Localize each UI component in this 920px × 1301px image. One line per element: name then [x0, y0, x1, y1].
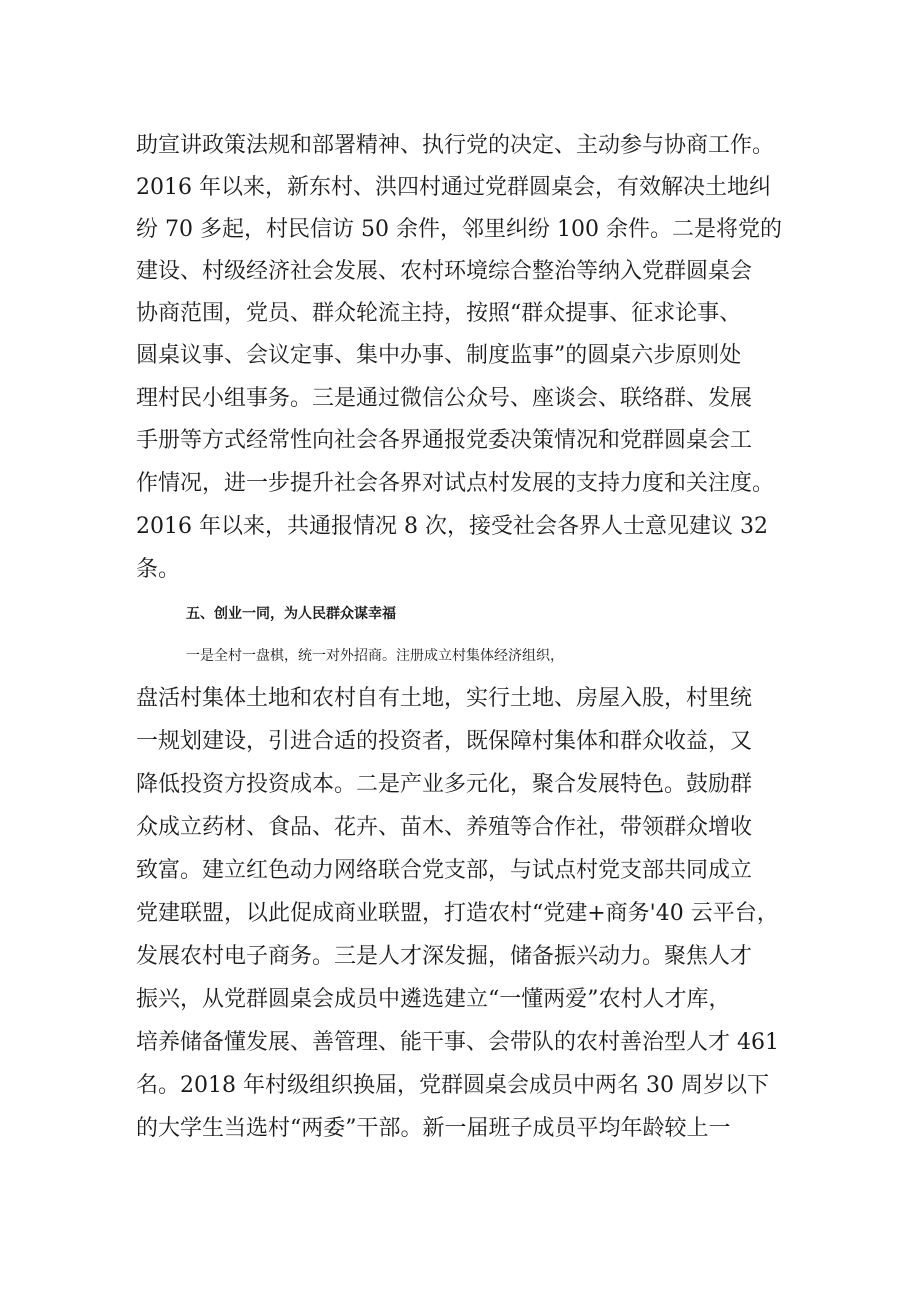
paragraph-line-20: 振兴，从党群圆桌会成员中遴选建立“一懂两爱”农村人才库，	[136, 987, 731, 1012]
paragraph-line-5: 协商范围，党员、群众轮流主持，按照“群众提事、征求论事、	[136, 301, 742, 326]
paragraph-line-19: 发展农村电子商务。三是人才深发掘，储备振兴动力。聚焦人才	[136, 944, 753, 969]
paragraph-line-13: 盘活村集体土地和农村自有土地，实行土地、房屋入股，村里统	[136, 686, 753, 711]
paragraph-line-10: 2016 年以来，共通报情况 8 次，接受社会各界人士意见建议 32	[136, 514, 768, 539]
paragraph-line-6: 圆桌议事、会议定事、集中办事、制度监事”的圆桌六步原则处	[136, 343, 742, 368]
paragraph-line-22: 名。2018 年村级组织换届，党群圆桌会成员中两名 30 周岁以下	[136, 1073, 769, 1098]
paragraph-line-1: 助宣讲政策法规和部署精神、执行党的决定、主动参与协商工作。	[136, 133, 775, 158]
paragraph-line-3: 纷 70 多起，村民信访 50 余件，邻里纠纷 100 余件。二是将党的	[136, 217, 782, 242]
paragraph-line-14: 一规划建设，引进合适的投资者，既保障村集体和群众收益，又	[136, 729, 753, 754]
paragraph-line-12: 一是全村一盘棋，统一对外招商。注册成立村集体经济组织，	[186, 648, 564, 664]
paragraph-line-9: 作情况，进一步提升社会各界对试点村发展的支持力度和关注度。	[136, 471, 775, 496]
paragraph-line-2: 2016 年以来，新东村、洪四村通过党群圆桌会，有效解决土地纠	[136, 175, 771, 200]
paragraph-line-8: 手册等方式经常性向社会各界通报党委决策情况和党群圆桌会工	[136, 428, 753, 453]
paragraph-line-15: 降低投资方投资成本。二是产业多元化，聚合发展特色。鼓励群	[136, 772, 753, 797]
paragraph-line-17: 致富。建立红色动力网络联合党支部，与试点村党支部共同成立	[136, 858, 753, 883]
paragraph-line-18: 党建联盟，以此促成商业联盟，打造农村“党建+商务'40 云平台，	[136, 901, 779, 926]
section-heading: 五、创业一同，为人民群众谋幸福	[186, 606, 396, 622]
paragraph-line-7: 理村民小组事务。三是通过微信公众号、座谈会、联络群、发展	[136, 386, 753, 411]
paragraph-line-21: 培养储备懂发展、善管理、能干事、会带队的农村善治型人才 461	[136, 1030, 779, 1055]
paragraph-line-16: 众成立药材、食品、花卉、苗木、养殖等合作社，带领群众增收	[136, 815, 753, 840]
paragraph-line-23: 的大学生当选村“两委”干部。新一届班子成员平均年龄较上一	[136, 1116, 731, 1141]
paragraph-line-4: 建设、村级经济社会发展、农村环境综合整治等纳入党群圆桌会	[136, 259, 753, 284]
paragraph-line-11: 条。	[136, 557, 181, 582]
